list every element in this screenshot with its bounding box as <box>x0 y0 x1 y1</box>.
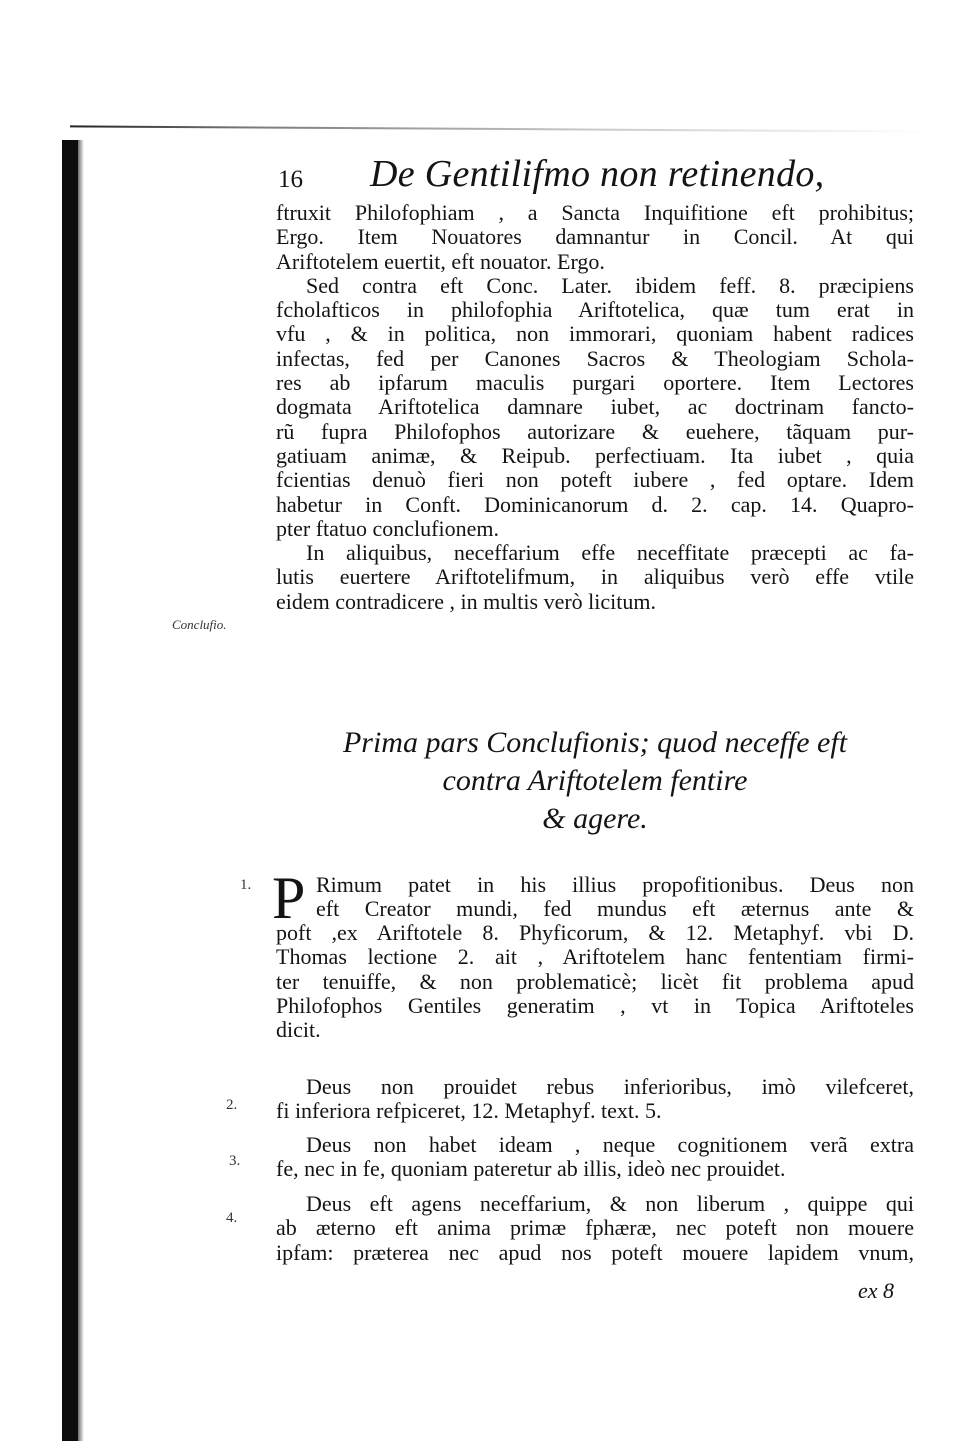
text-line: fe, nec in fe, quoniam pateretur ab illis, ideò nec prouidet. <box>276 1157 786 1182</box>
text-line: Deus eft agens neceffarium, & non liberum , quippe qui <box>306 1192 914 1216</box>
text-line: ftruxit Philofophiam , a Sancta Inquifitione eft prohibitus; <box>276 201 914 225</box>
gutter-gradient <box>78 140 84 1441</box>
text-line: vfu , & in politica, non immorari, quoniam habent radices <box>276 322 914 347</box>
text-line: dicit. <box>276 1018 321 1043</box>
text-line: fcientias denuò fieri non poteft iubere , fed optare. Idem <box>276 468 914 493</box>
text-line: eft Creator mundi, fed mundus eft æternus ante & <box>316 897 914 922</box>
text-line: Philofophos Gentiles generatim , vt in Topica Ariftoteles <box>276 993 914 1018</box>
margin-number: 2. <box>226 1097 238 1113</box>
text-line: res ab ipfarum maculis purgari oportere. Item Lectores <box>276 371 914 396</box>
page-header <box>278 150 918 196</box>
text-line: eidem contradicere , in multis verò licitum. <box>276 589 656 614</box>
text-line: dogmata Ariftotelica damnare iubet, ac doctrinam fancto- <box>276 395 914 420</box>
text-line: rũ fupra Philofophos autorizare & euehere, tãquam pur- <box>276 419 914 444</box>
text-line: Ergo. Item Nouatores damnantur in Concil. At qui <box>276 225 914 250</box>
margin-number: 3. <box>229 1153 241 1169</box>
margin-number: 1. <box>240 877 252 893</box>
text-line: ter tenuiffe, & non problematicè; licèt fit problema apud <box>276 969 914 994</box>
text-line: Rimum patet in his illius propofitionibus. Deus non <box>316 873 914 897</box>
margin-note-conclusio: Conclufio. <box>172 617 227 632</box>
text-line: pter ftatuo conclufionem. <box>276 516 499 541</box>
heading-line: contra Ariftotelem fentire <box>442 764 748 797</box>
text-line: fcholafticos in philofophia Ariftotelica, quæ tum erat in <box>276 298 914 323</box>
page-number: 16 <box>278 166 303 193</box>
page-edge-rule <box>70 125 930 132</box>
text-line: ipfam: præterea nec apud nos poteft mouere lapidem vnum, <box>276 1240 914 1265</box>
text-line: Deus non habet ideam , neque cognitionem verã extra <box>306 1133 914 1157</box>
text-line: habetur in Conft. Dominicanorum d. 2. cap. 14. Quapro- <box>276 492 914 517</box>
text-line: Thomas lectione 2. ait , Ariftotelem hanc fententiam firmi- <box>276 945 914 970</box>
text-line: ab æterno eft anima primæ fphæræ, nec poteft non mouere <box>276 1216 914 1241</box>
text-line: Sed contra eft Conc. Later. ibidem feff. 8. præcipiens <box>306 273 914 298</box>
running-title: De Gentilifmo non retinendo, <box>370 153 825 195</box>
paragraph-3 <box>276 1133 914 1182</box>
text-line: fi inferiora refpiceret, 12. Metaphyf. text. 5. <box>276 1099 662 1124</box>
book-spine-shadow <box>62 140 78 1441</box>
heading-line: & agere. <box>542 802 648 835</box>
text-line: lutis euertere Ariftotelifmum, in aliquibus verò effe vtile <box>276 565 914 590</box>
text-line: gatiuam animæ, & Reipub. perfectiuam. Ita iubet , quia <box>276 443 914 468</box>
text-line: In aliquibus, neceffarium effe neceffitate præcepti ac fa- <box>306 541 914 566</box>
text-block-2 <box>276 921 914 1042</box>
text-line: Deus non prouidet rebus inferioribus, imò vilefceret, <box>306 1075 914 1099</box>
section-heading <box>276 724 914 838</box>
text-line: Ariftotelem euertit, eft nouator. Ergo. <box>276 249 605 274</box>
catchword: ex 8 <box>858 1278 895 1303</box>
paragraph-2 <box>276 1075 914 1124</box>
heading-line: Prima pars Conclufionis; quod neceffe eft <box>342 726 848 759</box>
drop-cap: P <box>272 865 306 931</box>
text-block-2-head <box>316 873 914 922</box>
paragraph-4 <box>276 1192 914 1265</box>
margin-number: 4. <box>226 1210 238 1226</box>
text-line: poft ,ex Ariftotele 8. Phyficorum, & 12. Metaphyf. vbi D. <box>276 921 914 945</box>
text-line: infectas, fed per Canones Sacros & Theologiam Schola- <box>276 346 914 371</box>
text-block-1 <box>276 201 914 614</box>
